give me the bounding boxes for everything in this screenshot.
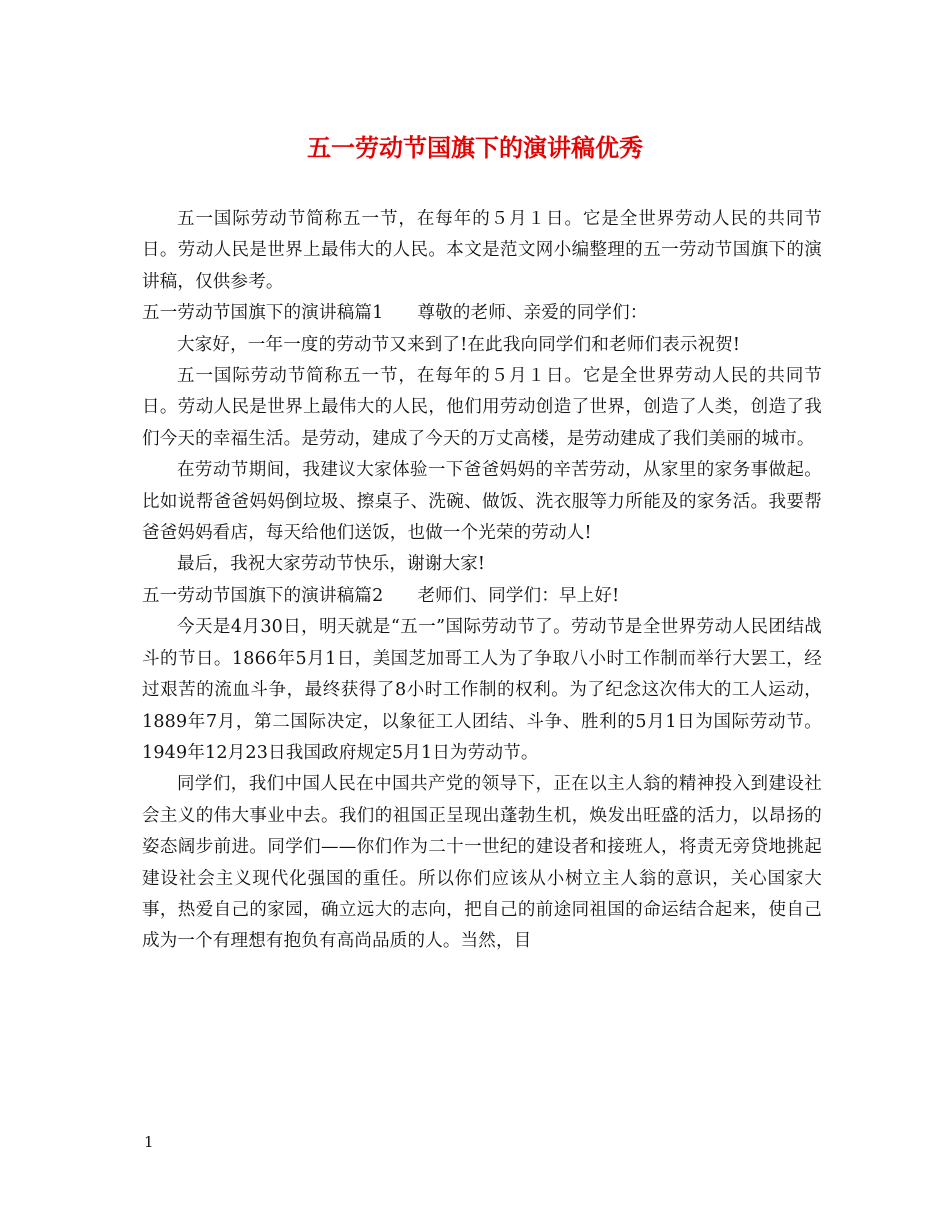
paragraph-history: 今天是4月30日，明天就是“五一”国际劳动节了。劳动节是全世界劳动人民团结战斗的节日。1866年5月1日，美国芝加哥工人为了争取八小时工作制而举行大罢工，经过艰苦的流血斗争，最终获得了8小时工作制的权利。为了纪念这次伟大的工人运动，1889年7月，第二国际决定，以象征工人团结、斗争、胜利的5月1日为国际劳动节。1949年12月23日我国政府规定5月1日为劳动节。 <box>142 617 822 763</box>
paragraph-closing: 最后，我祝大家劳动节快乐，谢谢大家! <box>177 554 486 575</box>
document-body <box>142 204 822 958</box>
paragraph-intro: 五一国际劳动节简称五一节，在每年的５月１日。它是全世界劳动人民的共同节日。劳动人民是世界上最伟大的人民。本文是范文网小编整理的五一劳动节国旗下的演讲稿，仅供参考。 <box>142 209 822 292</box>
section-2-title: 五一劳动节国旗下的演讲稿篇2 <box>142 585 384 606</box>
section-1-title: 五一劳动节国旗下的演讲稿篇1 <box>142 303 384 324</box>
section-1-salutation: 尊敬的老师、亲爱的同学们： <box>417 303 648 324</box>
section-heading-1 <box>142 298 822 329</box>
document-title: 五一劳动节国旗下的演讲稿优秀 <box>307 133 643 162</box>
section-heading-2 <box>142 581 822 612</box>
paragraph-greeting: 大家好，一年一度的劳动节又来到了!在此我向同学们和老师们表示祝贺! <box>177 334 741 355</box>
paragraph-suggestion: 在劳动节期间，我建议大家体验一下爸爸妈妈的辛苦劳动，从家里的家务事做起。比如说帮爸爸妈妈倒垃圾、擦桌子、洗碗、做饭、洗衣服等力所能及的家务活。我要帮爸爸妈妈看店，每天给他们送饭，也做一个光荣的劳动人! <box>142 460 822 544</box>
section-2-salutation: 老师们、同学们：早上好! <box>417 585 620 606</box>
paragraph-students: 同学们，我们中国人民在中国共产党的领导下，正在以主人翁的精神投入到建设社会主义的伟大事业中去。我们的祖国正呈现出蓬勃生机，焕发出旺盛的活力，以昂扬的姿态阔步前进。同学们——你们作为二十一世纪的建设者和接班人，将责无旁贷地挑起建设社会主义现代化强国的重任。所以你们应该从小树立主人翁的意识，关心国家大事，热爱自己的家园，确立远大的志向，把自己的前途同祖国的命运结合起来，使自己成为一个有理想有抱负有高尚品质的人。当然，目 <box>142 774 822 952</box>
page-number: 1 <box>144 1133 154 1151</box>
paragraph-labor-day: 五一国际劳动节简称五一节，在每年的５月１日。它是全世界劳动人民的共同节日。劳动人民是世界上最伟大的人民，他们用劳动创造了世界，创造了人类，创造了我们今天的幸福生活。是劳动，建成了今天的万丈高楼，是劳动建成了我们美丽的城市。 <box>142 366 822 449</box>
